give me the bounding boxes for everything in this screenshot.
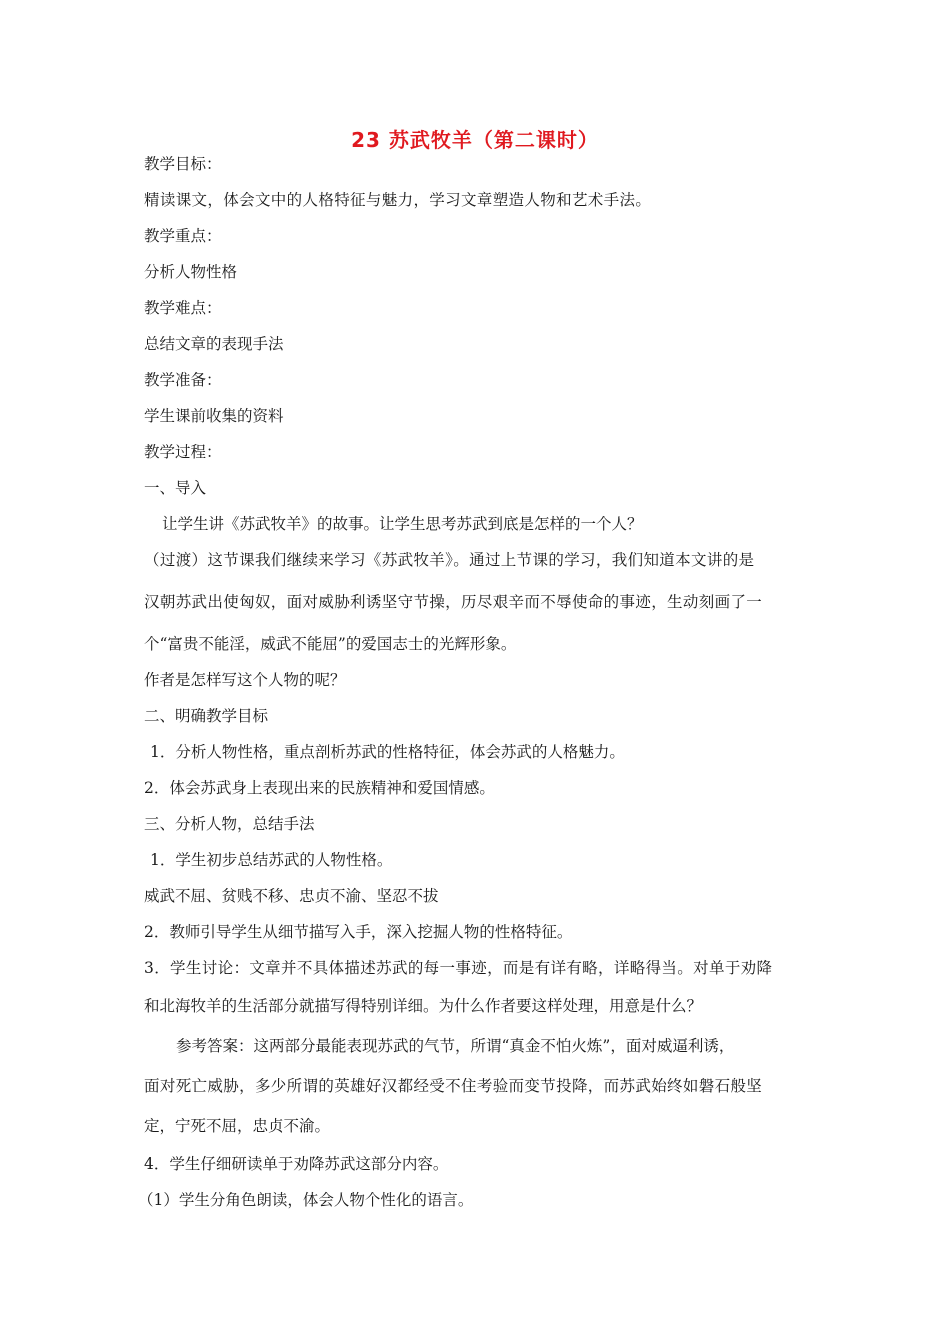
- body-text: 让学生讲《苏武牧羊》的故事。让学生思考苏武到底是怎样的一个人？: [162, 515, 643, 533]
- body-text: 威武不屈、贫贱不移、忠贞不渝、坚忍不拔: [144, 887, 439, 905]
- body-text: 精读课文，体会文中的人格特征与魅力，学习文章塑造人物和艺术手法。: [144, 191, 652, 209]
- body-text: （过渡）这节课我们继续来学习《苏武牧羊》。通过上节课的学习，我们知道本文讲的是: [144, 551, 755, 569]
- body-text: 个“富贵不能淫，威武不能屈”的爱国志士的光辉形象。: [144, 635, 517, 653]
- body-text: 汉朝苏武出使匈奴，面对威胁利诱坚守节操，历尽艰辛而不辱使命的事迹，生动刻画了一: [144, 593, 763, 611]
- list-item: 1．分析人物性格，重点剖析苏武的性格特征，体会苏武的人格魅力。: [150, 743, 625, 761]
- list-item: 3．学生讨论：文章并不具体描述苏武的每一事迹，而是有详有略，详略得当。对单于劝降: [144, 959, 773, 977]
- body-text: 学生课前收集的资料: [144, 407, 284, 425]
- heading-difficulties: 教学难点：: [144, 299, 222, 317]
- answer-text: 面对死亡威胁，多少所谓的英雄好汉都经受不住考验而变节投降，而苏武始终如磐石般坚: [144, 1077, 763, 1095]
- body-text: 作者是怎样写这个人物的呢？: [144, 671, 346, 689]
- document-title: 23 苏武牧羊（第二课时）: [351, 128, 599, 152]
- body-text: 和北海牧羊的生活部分就描写得特别详细。为什么作者要这样处理，用意是什么？: [144, 997, 703, 1015]
- section-heading: 一、导入: [144, 479, 207, 497]
- list-item: 4．学生仔细研读单于劝降苏武这部分内容。: [144, 1155, 449, 1173]
- body-text: 分析人物性格: [144, 263, 238, 281]
- heading-objectives: 教学目标：: [144, 155, 222, 173]
- section-heading: 三、分析人物，总结手法: [144, 815, 315, 833]
- heading-process: 教学过程：: [144, 443, 222, 461]
- section-heading: 二、明确教学目标: [144, 707, 269, 725]
- list-item: 2．体会苏武身上表现出来的民族精神和爱国情感。: [144, 779, 495, 797]
- body-text: 总结文章的表现手法: [144, 335, 284, 353]
- list-item: （1）学生分角色朗读，体会人物个性化的语言。: [138, 1191, 474, 1209]
- answer-text: 定，宁死不屈，忠贞不渝。: [144, 1117, 331, 1135]
- heading-key-points: 教学重点：: [144, 227, 222, 245]
- answer-text: 参考答案：这两部分最能表现苏武的气节，所谓“真金不怕火炼”，面对威逼利诱，: [176, 1037, 735, 1055]
- list-item: 2．教师引导学生从细节描写入手，深入挖掘人物的性格特征。: [144, 923, 573, 941]
- list-item: 1．学生初步总结苏武的人物性格。: [150, 851, 393, 869]
- heading-preparation: 教学准备：: [144, 371, 222, 389]
